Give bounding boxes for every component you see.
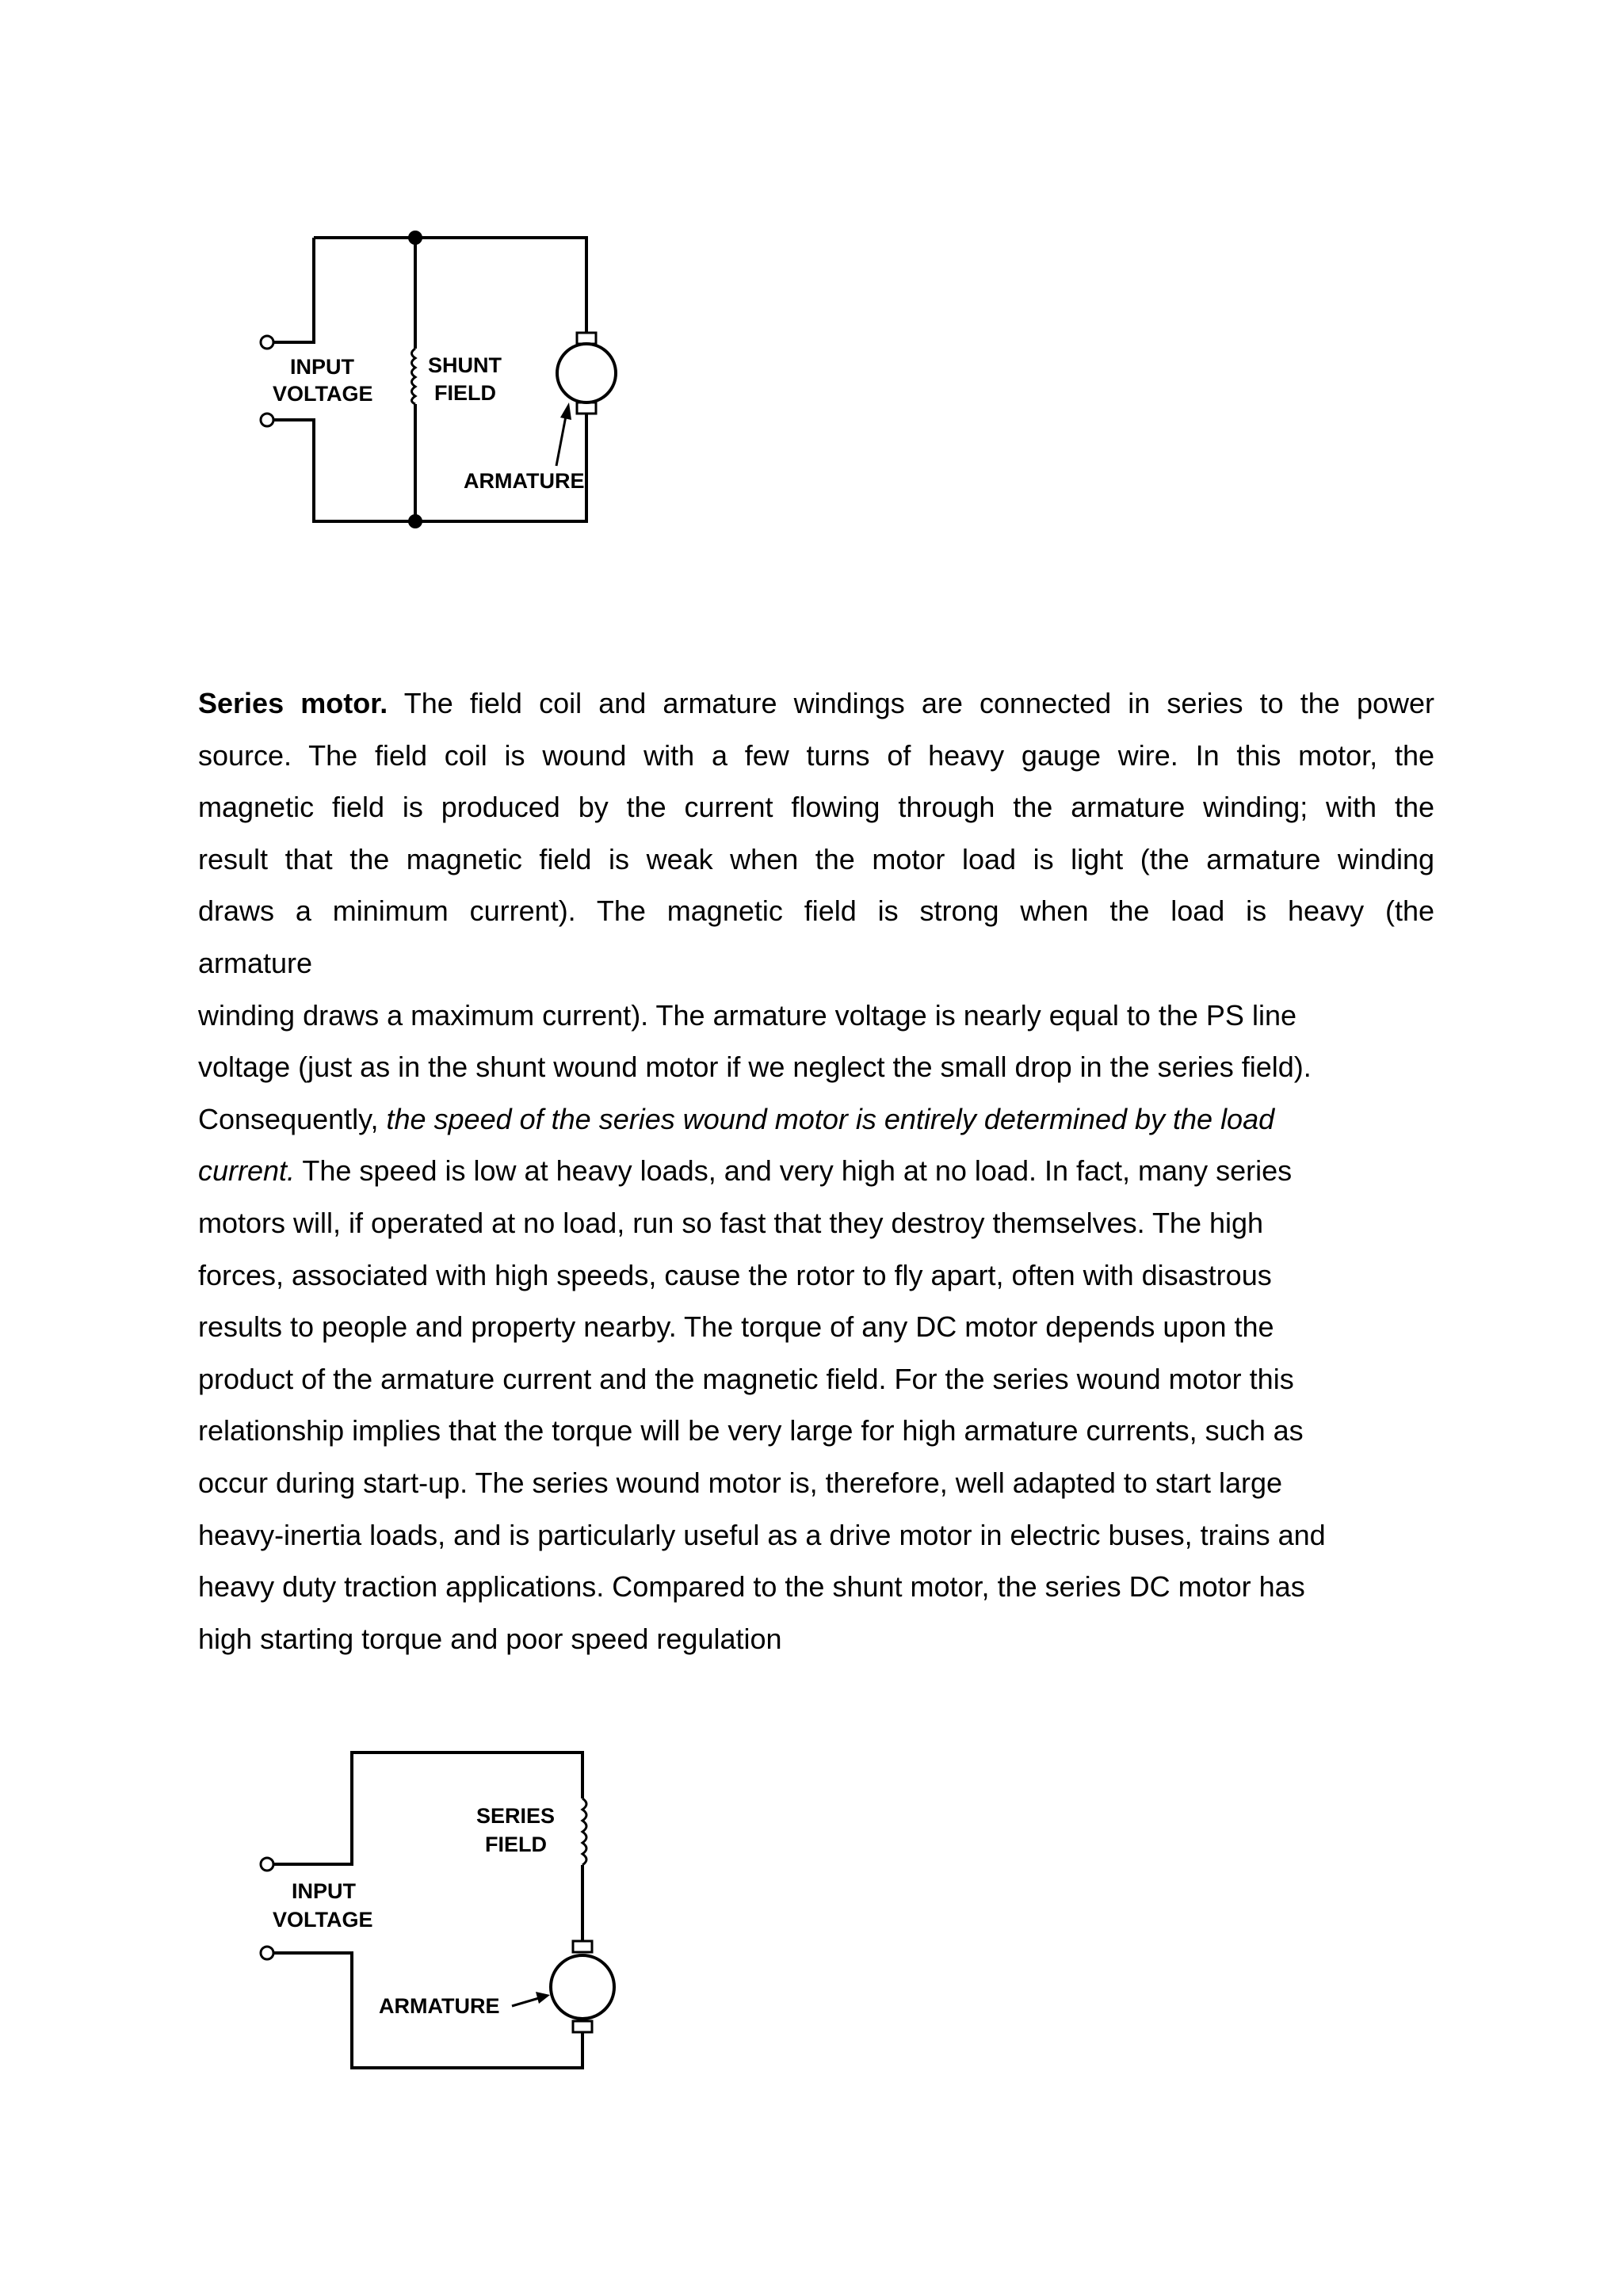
paragraph-line-8: voltage (just as in the shunt wound motor if we neglect the small drop in the series field). — [198, 1051, 1312, 1084]
series-label-line1: SERIES — [476, 1804, 556, 1828]
paragraph-line-4: result that the magnetic field is weak when the motor load is light (the armature winding — [198, 842, 1434, 875]
emphasis-text: the speed of the series wound motor is entirely determined by the load — [386, 1102, 1275, 1135]
paragraph-line-1: Series motor. The field coil and armature windings are connected in series to the power — [198, 687, 1434, 719]
paragraph-line-19: high starting torque and poor speed regulation — [198, 1622, 782, 1655]
paragraph-line-15: relationship implies that the torque will be very large for high armature currents, such as — [198, 1414, 1304, 1447]
series-input-label-line1: INPUT — [292, 1879, 356, 1903]
series-armature-label: ARMATURE — [379, 1994, 500, 2018]
series-input-terminal-bottom — [261, 1947, 273, 1959]
paragraph-line-9: Consequently, the speed of the series wound motor is entirely determined by the load — [198, 1102, 1275, 1135]
shunt-label-line1: SHUNT — [428, 353, 502, 377]
paragraph-line-6: armature — [198, 946, 313, 979]
shunt-label-line2: FIELD — [434, 381, 496, 405]
series-armature-symbol — [551, 1941, 614, 2032]
paragraph-line-10: current. The speed is low at heavy loads, and very high at no load. In fact, many series — [198, 1154, 1293, 1188]
input-label-line2: VOLTAGE — [273, 382, 373, 406]
paragraph-line-12: forces, associated with high speeds, cause the rotor to fly apart, often with disastrous — [198, 1258, 1272, 1291]
paragraph-line-5: draws a minimum current). The magnetic field is strong when the load is heavy (the — [198, 894, 1434, 928]
paragraph-line-17: heavy-inertia loads, and is particularly useful as a drive motor in electric buses, trains and — [198, 1518, 1326, 1551]
paragraph-line-3: magnetic field is produced by the current flowing through the armature winding; with the — [198, 791, 1434, 824]
paragraph-line-18: heavy duty traction applications. Compared to the shunt motor, the series DC motor has — [198, 1570, 1305, 1604]
paragraph-line-16: occur during start-up. The series wound motor is, therefore, well adapted to start large — [198, 1466, 1283, 1499]
series-armature-arrow — [512, 1992, 550, 2006]
paragraph-line-7: winding draws a maximum current). The armature voltage is nearly equal to the PS line — [198, 998, 1296, 1032]
paragraph-line-11: motors will, if operated at no load, run so fast that they destroy themselves. The high — [198, 1206, 1264, 1239]
paragraph-line-2: source. The field coil is wound with a few turns of heavy gauge wire. In this motor, the — [198, 738, 1434, 772]
input-label-line1: INPUT — [290, 355, 354, 379]
paragraph-line-14: product of the armature current and the magnetic field. For the series wound motor this — [198, 1362, 1294, 1395]
series-label-line2: FIELD — [485, 1833, 547, 1856]
emphasis-text-end: current. — [198, 1154, 296, 1188]
armature-label: ARMATURE — [464, 469, 585, 493]
series-input-label-line2: VOLTAGE — [273, 1908, 373, 1932]
series-field-coil — [582, 1798, 586, 1865]
series-input-terminal-top — [261, 1858, 273, 1871]
series-motor-heading: Series motor. — [198, 687, 388, 719]
paragraph-line-13: results to people and property nearby. The torque of any DC motor depends upon the — [198, 1310, 1274, 1344]
